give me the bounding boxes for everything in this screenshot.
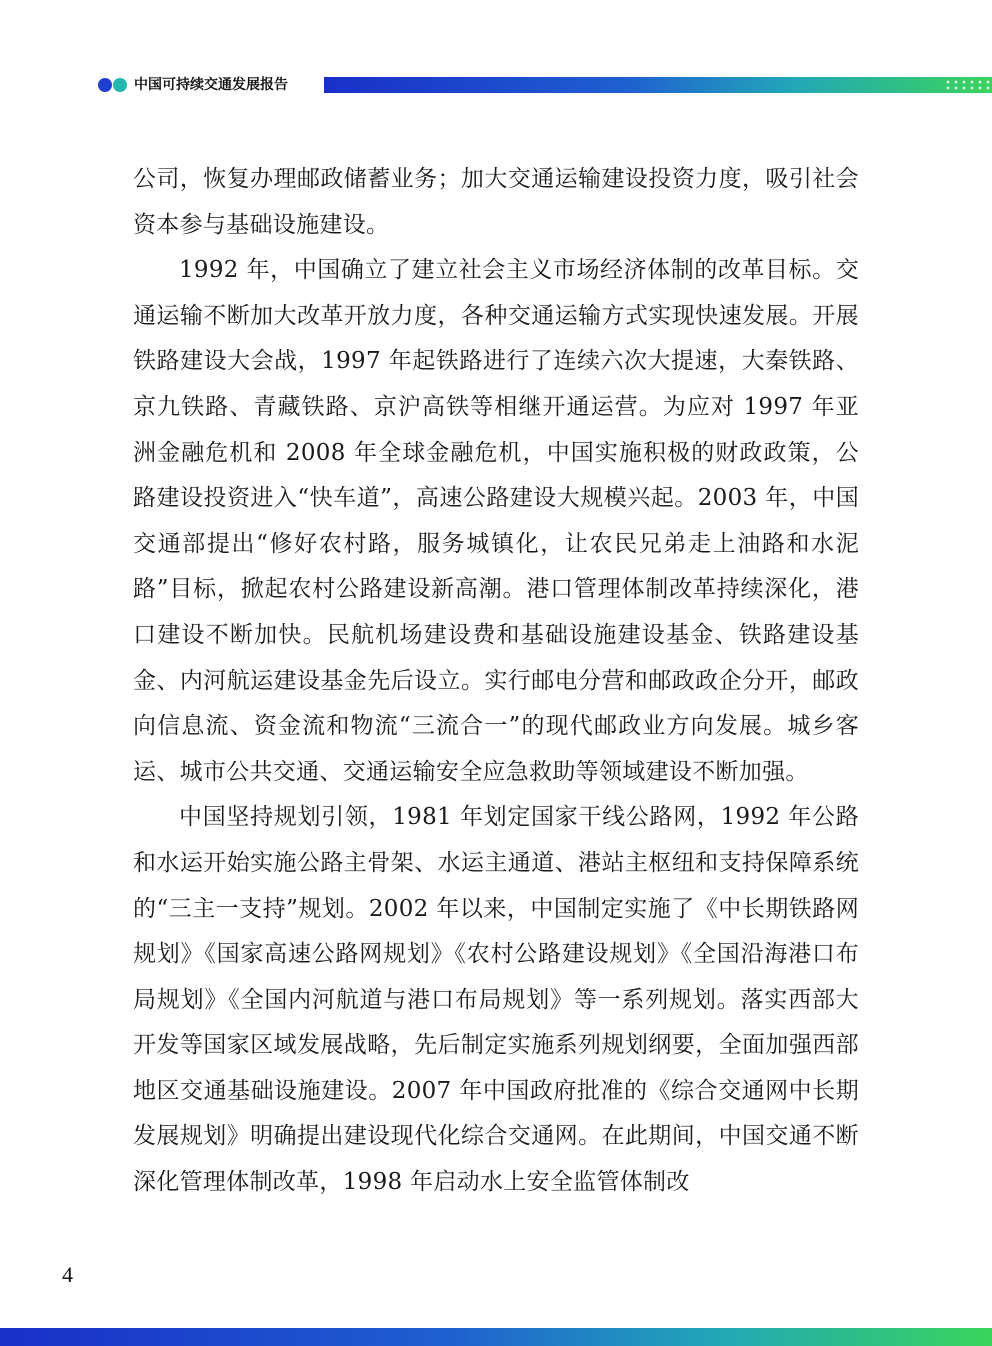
teal-dot-icon [113,78,127,92]
footer-gradient-bar [0,1328,992,1346]
page-number: 4 [62,1262,73,1287]
page-body [133,157,859,1206]
paragraph-continued: 公司，恢复办理邮政储蓄业务；加大交通运输建设投资力度，吸引社会资本参与基础设施建设。 [133,166,859,238]
report-title: 中国可持续交通发展报告 [134,77,288,93]
blue-dot-icon [98,78,112,92]
paragraph-planning: 中国坚持规划引领，1981 年划定国家干线公路网，1992 年公路和水运开始实施公路主骨架、水运主通道、港站主枢纽和支持保障系统的“三主一支持”规划。2002 年以来，中国制定实施了《中长期铁路网规划》《国家高速公路网规划》《农村公路建设规划》《全国沿海港口布局规划》《全国内河航道与港口布局规划》等一系列规划。落实西部大开发等国家区域发展战略，先后制定实施系列规划纲要，全面加强西部地区交通基础设施建设。2007 年中国政府批准的《综合交通网中长期发展规划》明确提出建设现代化综合交通网。在此期间，中国交通不断深化管理体制改革，1998 年启动水上安全监管体制改 [133,804,859,1196]
paragraph-1992-reform: 1992 年，中国确立了建立社会主义市场经济体制的改革目标。交通运输不断加大改革开放力度，各种交通运输方式实现快速发展。开展铁路建设大会战，1997 年起铁路进行了连续六次大提速，大秦铁路、京九铁路、青藏铁路、京沪高铁等相继开通运营。为应对 1997 年亚洲金融危机和 2008 年全球金融危机，中国实施积极的财政政策，公路建设投资进入“快车道”，高速公路建设大规模兴起。2003 年，中国交通部提出“修好农村路，服务城镇化，让农民兄弟走上油路和水泥路”目标，掀起农村公路建设新高潮。港口管理体制改革持续深化，港口建设不断加快。民航机场建设费和基础设施建设基金、铁路建设基金、内河航运建设基金先后设立。实行邮电分营和邮政政企分开，邮政向信息流、资金流和物流“三流合一”的现代邮政业方向发展。城乡客运、城市公共交通、交通运输安全应急救助等领域建设不断加强。 [133,257,859,785]
header-gradient-bar [324,77,992,93]
header-dot-pattern [944,79,992,91]
running-header [98,74,992,96]
